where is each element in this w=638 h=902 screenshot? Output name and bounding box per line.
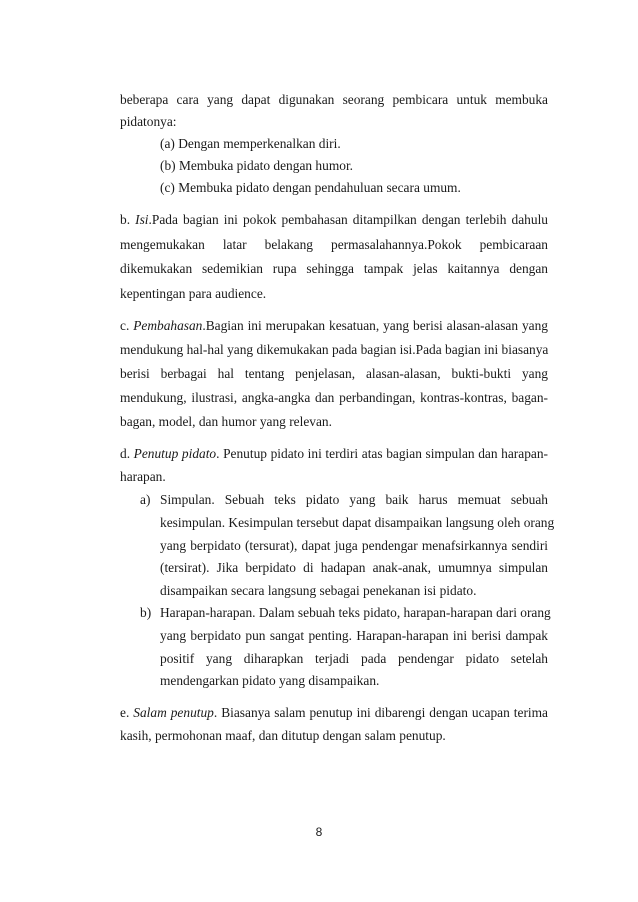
simpulan-line-4: (tersirat). Jika berpidato di hadapan anak-anak, umumnya simpulan <box>160 560 548 575</box>
penutup-line-1-text: . Penutup pidato ini terdiri atas bagian simpulan dan harapan- <box>216 446 548 461</box>
harapan-marker: b) <box>140 605 152 620</box>
isi-line-3: dikemukakan sedemikian rupa sehingga tampak jelas kaitannya dengan <box>120 261 548 276</box>
harapan-line-1: Harapan-harapan. Dalam sebuah teks pidato, harapan-harapan dari orang <box>160 605 551 620</box>
isi-term: Isi <box>135 212 149 227</box>
salam-line-1-text: . Biasanya salam penutup ini dibarengi dengan ucapan terima <box>213 705 549 720</box>
isi-line-2: mengemukakan latar belakang permasalahannya.Pokok pembicaraan <box>120 237 548 252</box>
penutup-line-2: harapan. <box>120 469 166 484</box>
pembahasan-line-5: bagan, model, dan humor yang relevan. <box>120 414 332 429</box>
intro-item-a: (a) Dengan memperkenalkan diri. <box>160 136 341 151</box>
pembahasan-line-3: berisi berbagai hal tentang penjelasan, alasan-alasan, bukti-bukti yang <box>120 366 548 381</box>
salam-marker: e. <box>120 705 130 720</box>
pembahasan-marker: c. <box>120 318 130 333</box>
salam-line-1 <box>120 705 548 721</box>
intro-item-c: (c) Membuka pidato dengan pendahuluan secara umum. <box>160 180 461 195</box>
isi-marker: b. <box>120 212 131 227</box>
intro-line-2: pidatonya: <box>120 114 177 129</box>
penutup-marker: d. <box>120 446 131 461</box>
simpulan-line-3: yang berpidato (tersurat), dapat juga pendengar menafsirkannya sendiri <box>160 538 548 553</box>
simpulan-line-5: disampaikan secara langsung sebagai penekanan isi pidato. <box>160 583 477 598</box>
intro-line-1: beberapa cara yang dapat digunakan seorang pembicara untuk membuka <box>120 92 548 107</box>
harapan-line-3: positif yang diharapkan terjadi pada pendengar pidato setelah <box>160 651 548 666</box>
harapan-line-2: yang berpidato pun sangat penting. Harapan-harapan ini berisi dampak <box>160 628 548 643</box>
simpulan-marker: a) <box>140 492 151 507</box>
penutup-line-1 <box>120 446 548 462</box>
salam-term: Salam penutup <box>133 705 214 720</box>
simpulan-line-2: kesimpulan. Kesimpulan tersebut dapat disampaikan langsung oleh orang <box>160 515 555 530</box>
intro-item-b: (b) Membuka pidato dengan humor. <box>160 158 354 173</box>
pembahasan-line-4: mendukung, ilustrasi, angka-angka dan perbandingan, kontras-kontras, bagan- <box>120 390 548 405</box>
simpulan-line-1: Simpulan. Sebuah teks pidato yang baik harus memuat sebuah <box>160 492 548 507</box>
isi-line-1 <box>120 212 548 228</box>
pembahasan-line-1 <box>120 318 548 334</box>
pembahasan-line-2: mendukung hal-hal yang dikemukakan pada bagian isi.Pada bagian ini biasanya <box>120 342 549 357</box>
pembahasan-line-1-text: .Bagian ini merupakan kesatuan, yang berisi alasan-alasan yang <box>202 318 548 333</box>
isi-line-4: kepentingan para audience. <box>120 286 267 301</box>
pembahasan-term: Pembahasan <box>133 318 203 333</box>
page-number: 8 <box>315 825 323 839</box>
isi-line-1-text: .Pada bagian ini pokok pembahasan ditampilkan dengan terlebih dahulu <box>148 212 548 227</box>
harapan-line-4: mendengarkan pidato yang disampaikan. <box>160 673 380 688</box>
penutup-term: Penutup pidato <box>133 446 217 461</box>
salam-line-2: kasih, permohonan maaf, dan ditutup dengan salam penutup. <box>120 728 446 743</box>
